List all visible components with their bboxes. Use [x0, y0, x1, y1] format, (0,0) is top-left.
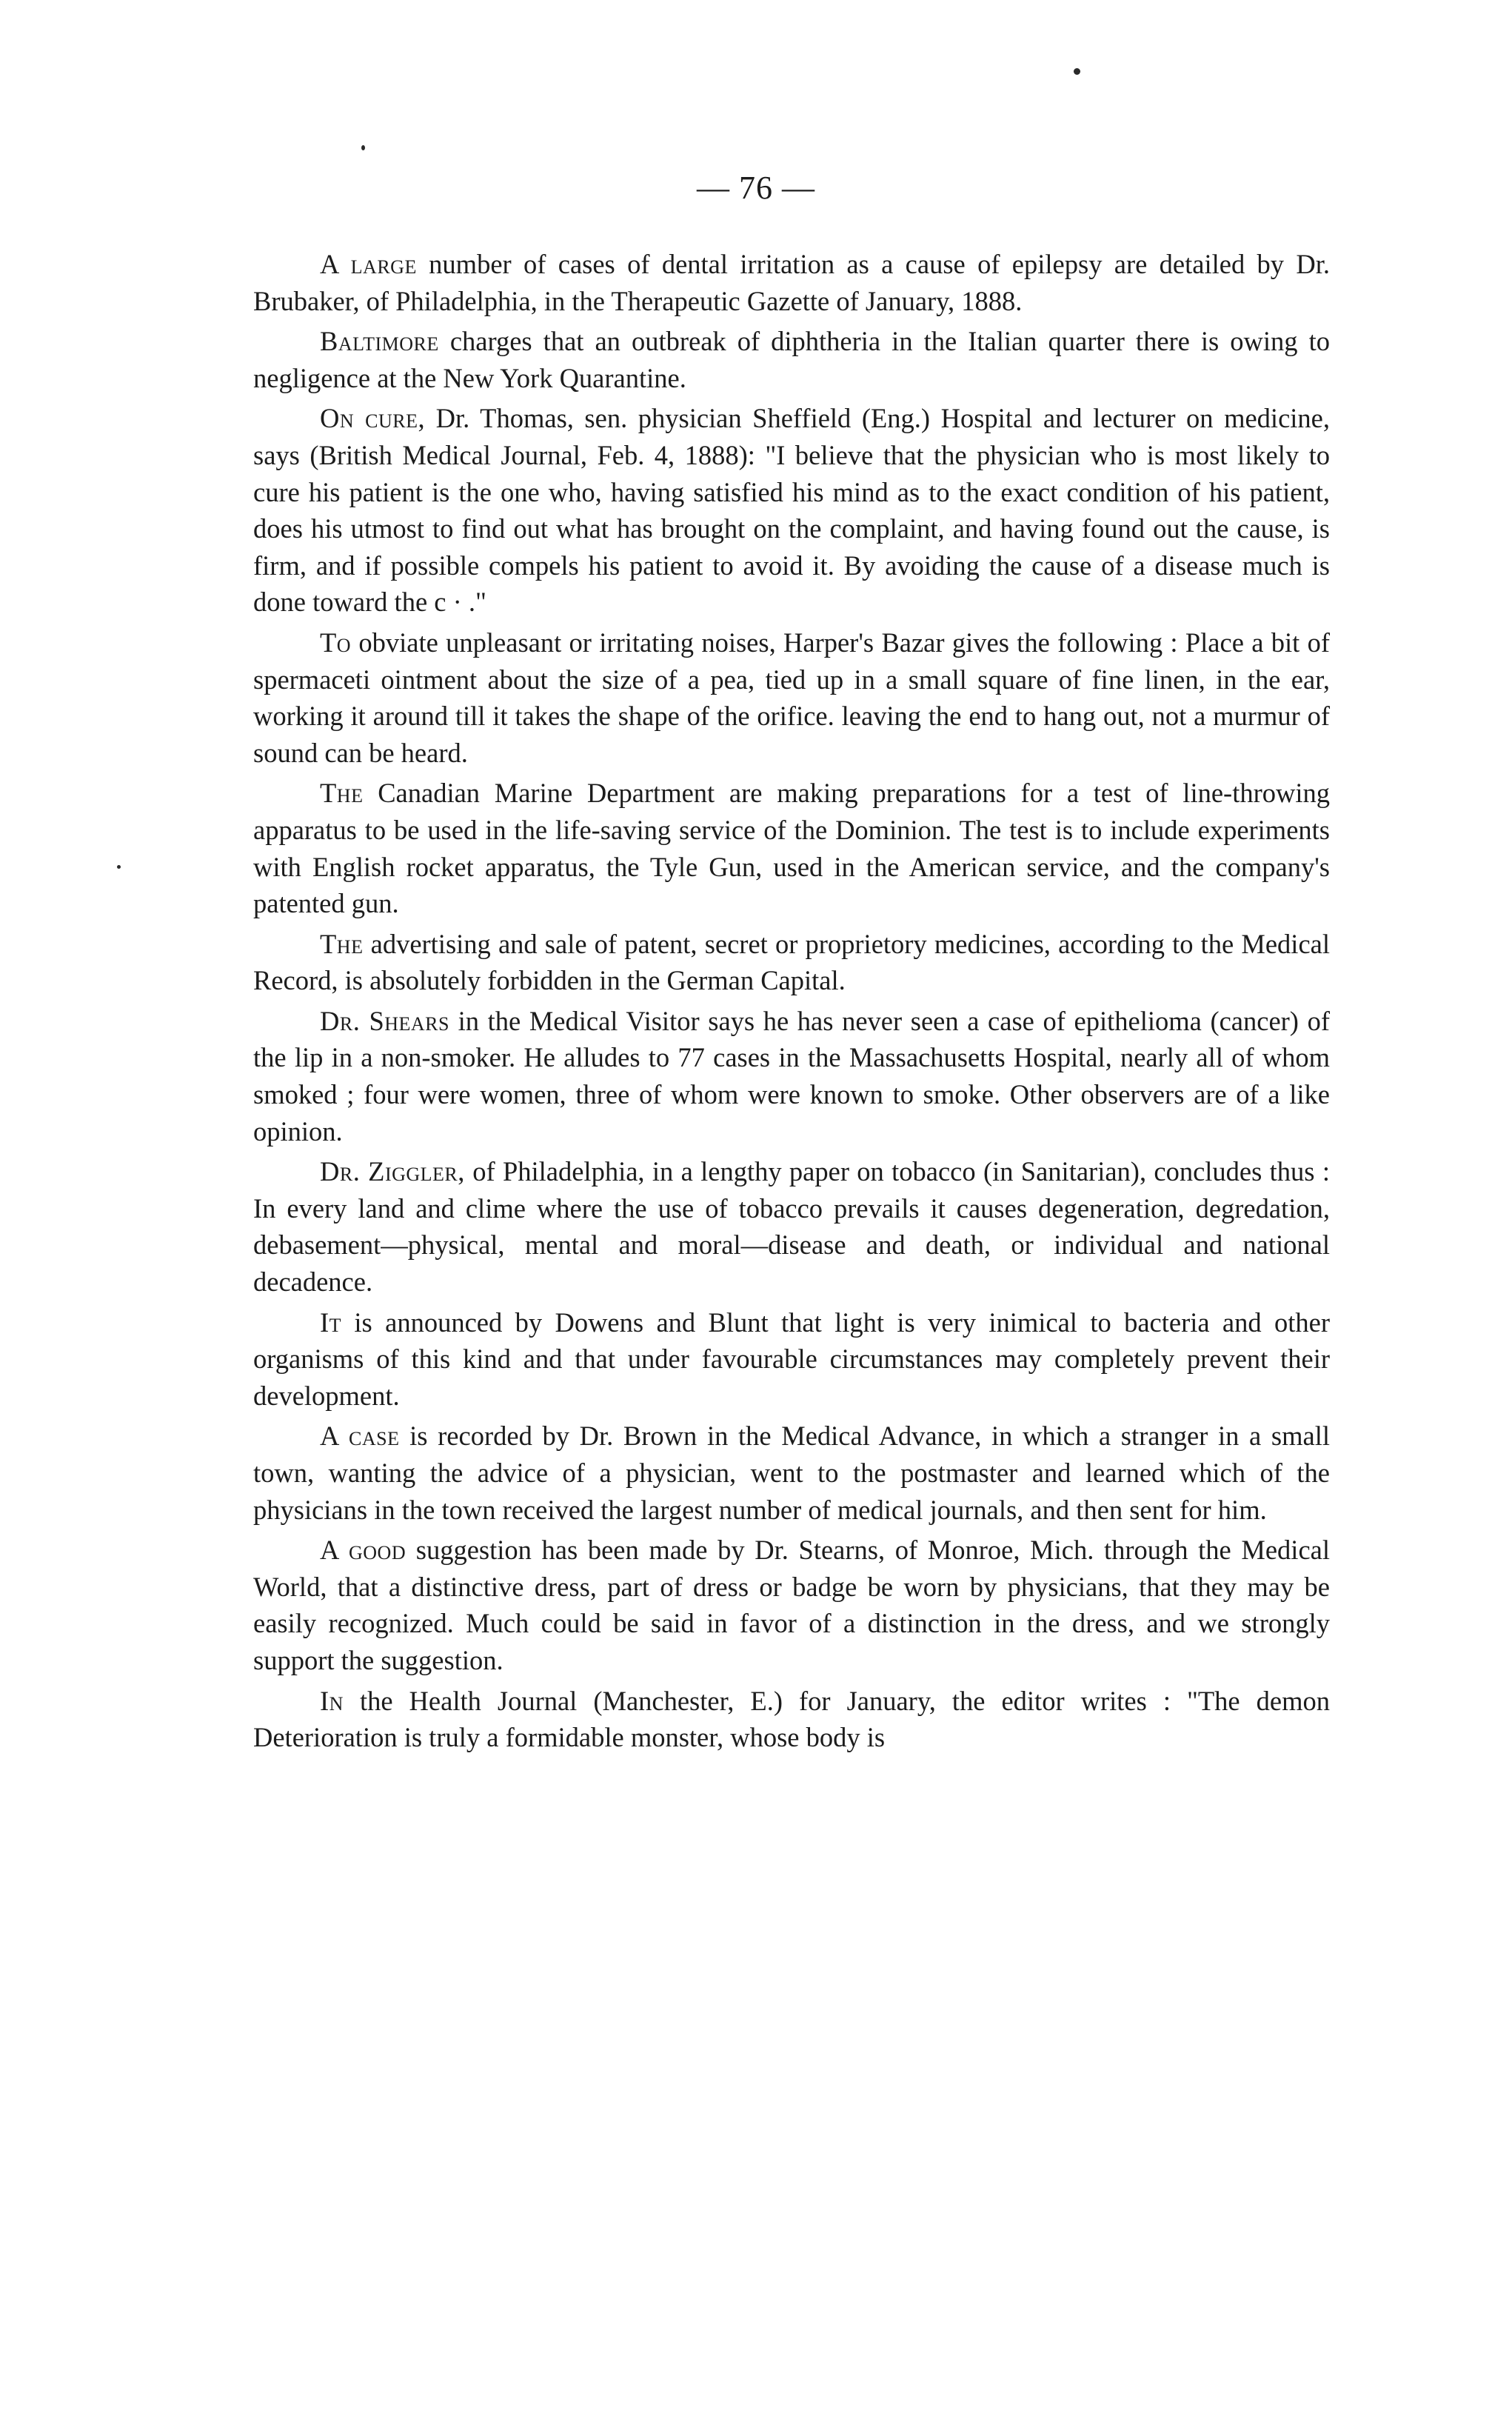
- paragraph-lead: A large: [320, 249, 417, 279]
- paragraph-text: obviate unpleasant or irritating noises, Harper's Bazar gives the following : Place a bit of spermaceti ointment about the size of a pea, tied up in a small square of fine linen, in the ear, working it around till it takes the shape of the orifice. leaving the end to hang out, not a murmur of sound can be heard.: [253, 627, 1330, 768]
- paragraph-lead: The: [320, 778, 364, 809]
- paragraph-text: charges that an outbreak of diphtheria in the Italian quarter there is owing to negligence at the New York Quarantine.: [253, 326, 1330, 393]
- paragraph-distinctive-dress: [253, 1532, 1330, 1678]
- text-column: [253, 246, 1330, 1760]
- print-speck-top-left: [361, 145, 365, 150]
- paragraph-lead: The: [320, 928, 364, 959]
- paragraph-text: is announced by Dowens and Blunt that light is very inimical to bacteria and other organisms of this kind and that under favourable circumstances may completely prevent their development.: [253, 1306, 1330, 1411]
- paragraph-text: suggestion has been made by Dr. Stearns, of Monroe, Mich. through the Medical World, that a distinctive dress, part of dress or badge be worn by physicians, that they may be easily recognized. Much could be said in favor of a distinction in the dress, and we strongly support the suggestion.: [253, 1535, 1330, 1675]
- paragraph-baltimore: [253, 323, 1330, 396]
- paragraph-light-bacteria: [253, 1304, 1330, 1415]
- paragraph-on-cure: [253, 400, 1330, 621]
- paragraph-text: of Philadelphia, in a lengthy paper on tobacco (in Sanitarian), concludes thus : In every land and clime where the use of tobacco prevails it causes degeneration, degredation, debasement—physical, mental and moral—disease and death, or individual and national decadence.: [253, 1156, 1330, 1298]
- paragraph-canadian-marine: [253, 775, 1330, 921]
- paragraph-lead: A good: [320, 1535, 407, 1566]
- print-speck-left-margin: [117, 865, 121, 869]
- paragraph-lead: To: [320, 627, 352, 658]
- paragraph-text: the Health Journal (Manchester, E.) for January, the editor writes : "The demon Deterioration is truly a formidable monster, whose body is: [253, 1685, 1330, 1753]
- paragraph-text: in the Medical Visitor says he has never seen a case of epithelioma (cancer) of the lip in a non-smoker. He alludes to 77 cases in the Massachusetts Hospital, nearly all of whom smoked ; four were women, three of whom were known to smoke. Other observers are of a like opinion.: [253, 1005, 1330, 1147]
- paragraph-text: Dr. Thomas, sen. physician Sheffield (Eng.) Hospital and lecturer on medicine, says (British Medical Journal, Feb. 4, 1888): "I believe that the physician who is most likely to cure his patient is the one who, having satisfied his mind as to the exact condition of his patient, does his utmost to find out what has brought on the complaint, and having found out the cause, is firm, and if possible compels his patient to avoid it. By avoiding the cause of a disease much is done toward the c · .": [253, 403, 1330, 618]
- paragraph-health-journal: [253, 1683, 1330, 1756]
- paragraph-irritating-noises: [253, 624, 1330, 771]
- paragraph-dr-ziggler: [253, 1153, 1330, 1300]
- paragraph-dr-brown-case: [253, 1418, 1330, 1528]
- paragraph-lead: Dr. Shears: [320, 1005, 449, 1036]
- paragraph-lead: Baltimore: [320, 326, 439, 357]
- paragraph-text: advertising and sale of patent, secret or proprietory medicines, according to the Medical Record, is absolutely forbidden in the German Capital.: [253, 928, 1330, 996]
- paragraph-text: number of cases of dental irritation as a cause of epilepsy are detailed by Dr. Brubaker, of Philadelphia, in the Therapeutic Gazette of January, 1888.: [253, 249, 1330, 316]
- print-speck-top-right: [1074, 68, 1080, 75]
- paragraph-text: is recorded by Dr. Brown in the Medical Advance, in which a stranger in a small town, wanting the advice of a physician, went to the postmaster and learned which of the physicians in the town received the largest number of medical journals, and then sent for him.: [253, 1421, 1330, 1525]
- paragraph-lead: It: [320, 1306, 342, 1338]
- page-number: — 76 —: [697, 170, 815, 206]
- paragraph-lead: Dr. Ziggler,: [320, 1156, 465, 1187]
- paragraph-dr-shears: [253, 1003, 1330, 1149]
- paragraph-lead: In: [320, 1685, 344, 1716]
- paragraph-lead: A case: [320, 1421, 400, 1452]
- paragraph-dental-irritation: [253, 246, 1330, 319]
- paragraph-lead: On cure,: [320, 403, 426, 434]
- paragraph-patent-medicines: [253, 926, 1330, 999]
- paragraph-text: Canadian Marine Department are making preparations for a test of line-throwing apparatus to be used in the life-saving service of the Dominion. The test is to include experiments with English rocket apparatus, the Tyle Gun, used in the American service, and the company's patented gun.: [253, 778, 1330, 919]
